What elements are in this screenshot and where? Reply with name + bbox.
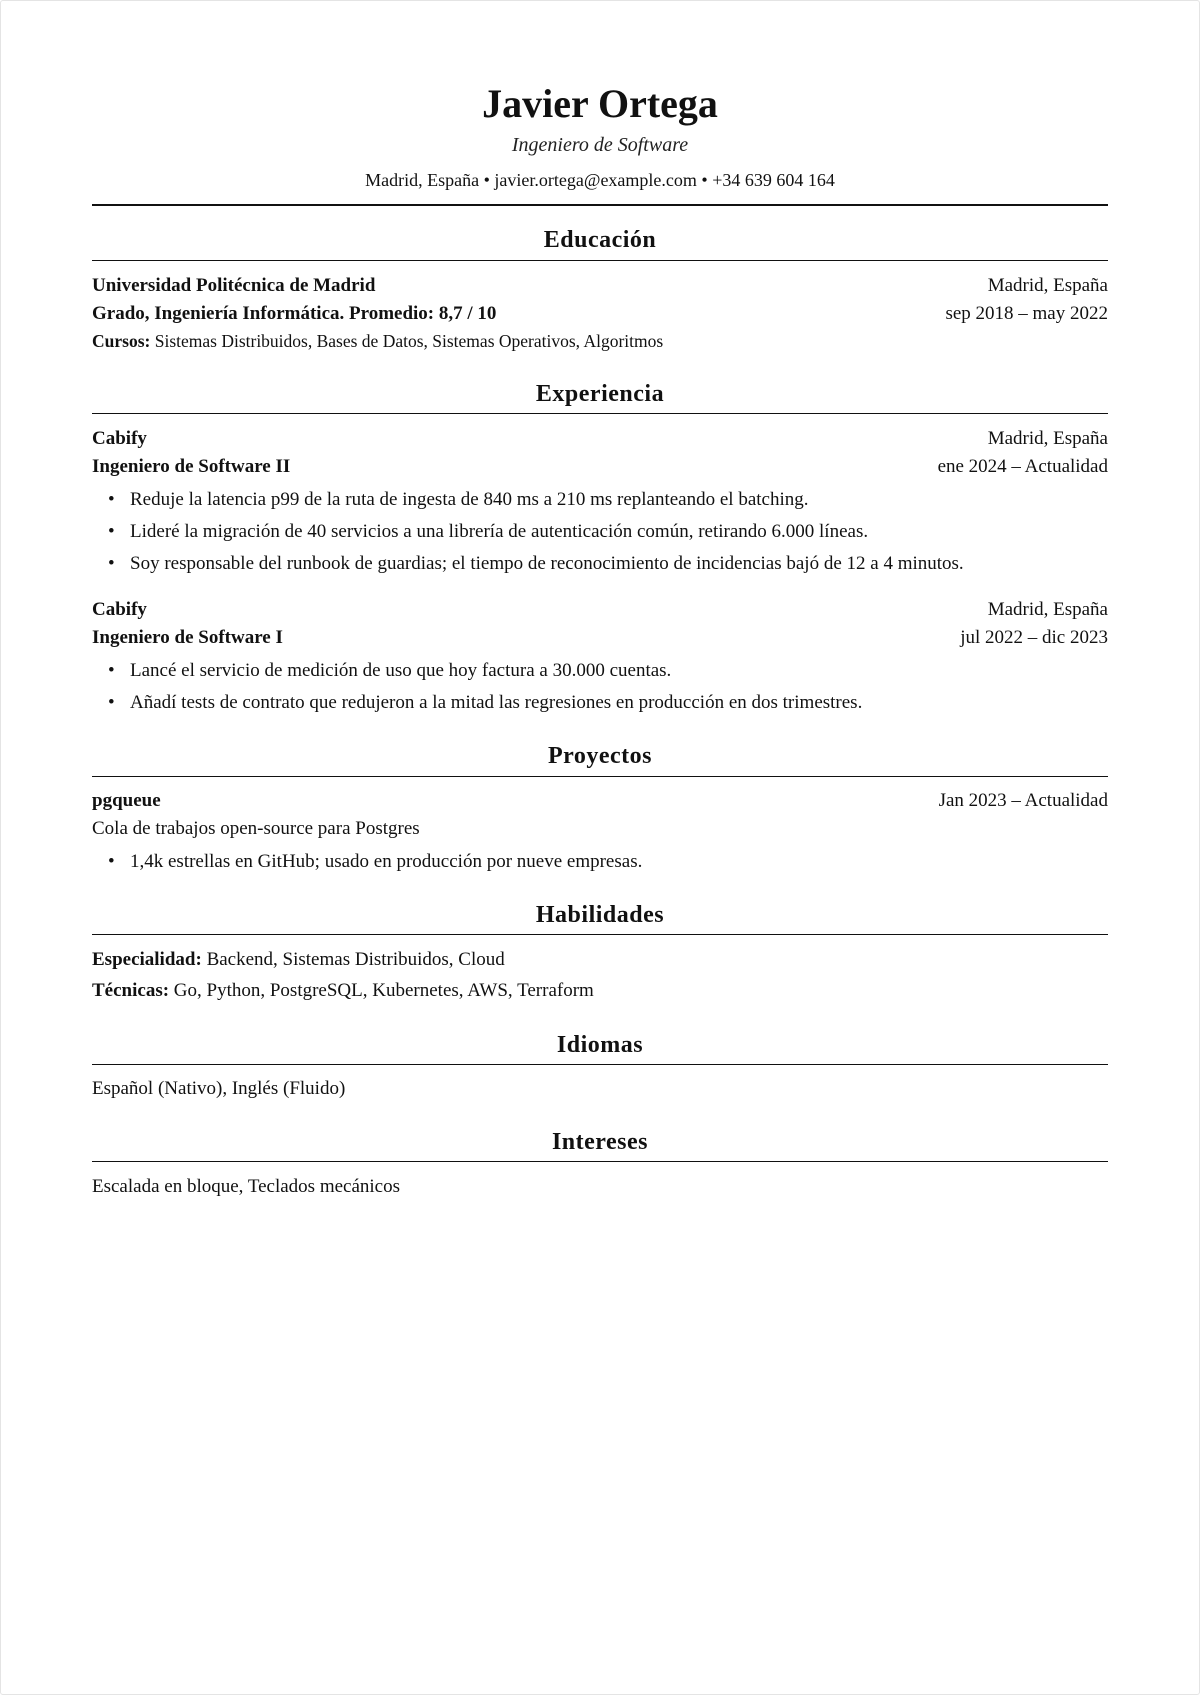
project-1-row xyxy=(92,787,1108,815)
job-1-role-row xyxy=(92,453,1108,481)
list-item: • 1,4k estrellas en GitHub; usado en producción por nueve empresas. xyxy=(108,846,1108,878)
job-1-bullets xyxy=(108,484,1108,580)
skills-technical-label: Técnicas: xyxy=(92,980,170,1001)
resume-subtitle: Ingeniero de Software xyxy=(511,134,689,156)
education-dates: sep 2018 – may 2022 xyxy=(945,303,1108,324)
project-1-name: pgqueue xyxy=(92,790,161,811)
section-divider-experience xyxy=(92,413,1108,414)
skills-specialty-label: Especialidad: xyxy=(92,949,202,970)
section-divider-interests xyxy=(92,1161,1108,1162)
job-1-company-row xyxy=(92,425,1108,453)
education-location: Madrid, España xyxy=(987,275,1108,296)
project-1-description: Cola de trabajos open-source para Postgres xyxy=(92,818,420,839)
education-courses-label: Cursos: xyxy=(92,331,151,351)
project-1-bullets xyxy=(108,846,1108,878)
education-school: Universidad Politécnica de Madrid xyxy=(92,275,376,296)
education-courses: Sistemas Distribuidos, Bases de Datos, Sistemas Operativos, Algoritmos xyxy=(154,331,664,351)
job-2-dates: jul 2022 – dic 2023 xyxy=(960,627,1108,648)
education-courses-row xyxy=(92,327,1108,355)
section-divider-languages xyxy=(92,1064,1108,1065)
list-item: • Reduje la latencia p99 de la ruta de ingesta de 840 ms a 210 ms replanteando el batching. xyxy=(108,484,1108,516)
section-title-experience: Experiencia xyxy=(535,381,665,407)
job-1-dates: ene 2024 – Actualidad xyxy=(937,456,1108,477)
skills-specialty: Backend, Sistemas Distribuidos, Cloud xyxy=(206,949,505,970)
section-title-interests: Intereses xyxy=(551,1129,649,1155)
job-2-company: Cabify xyxy=(92,599,147,620)
job-2-location: Madrid, España xyxy=(987,599,1108,620)
section-title-education: Educación xyxy=(543,227,657,253)
job-1-location: Madrid, España xyxy=(987,428,1108,449)
skills-technical: Go, Python, PostgreSQL, Kubernetes, AWS, Terraform xyxy=(173,980,594,1001)
section-divider-projects xyxy=(92,776,1108,777)
section-title-languages: Idiomas xyxy=(556,1032,644,1058)
list-item: • Lancé el servicio de medición de uso que hoy factura a 30.000 cuentas. xyxy=(108,655,1108,687)
list-item: • Lideré la migración de 40 servicios a una librería de autenticación común, retirando 6.000 líneas. xyxy=(108,516,1108,548)
job-1-role: Ingeniero de Software II xyxy=(92,456,291,477)
education-school-row xyxy=(92,272,1108,300)
section-divider-skills xyxy=(92,934,1108,935)
skills-specialty-row xyxy=(92,946,1108,974)
section-title-skills: Habilidades xyxy=(535,902,665,928)
list-item: • Soy responsable del runbook de guardias; el tiempo de reconocimiento de incidencias bajó de 12 a 4 minutos. xyxy=(108,548,1108,580)
project-1-dates: Jan 2023 – Actualidad xyxy=(938,790,1108,811)
interests-text: Escalada en bloque, Teclados mecánicos xyxy=(92,1176,400,1197)
job-2-bullets xyxy=(108,655,1108,719)
job-2-role-row xyxy=(92,624,1108,652)
section-title-projects: Proyectos xyxy=(547,743,652,769)
section-divider-education xyxy=(92,260,1108,261)
skills-technical-row xyxy=(92,977,1108,1005)
job-2-role: Ingeniero de Software I xyxy=(92,627,283,648)
job-2-company-row xyxy=(92,596,1108,624)
contact-line: Madrid, España • javier.ortega@example.com • +34 639 604 164 xyxy=(365,170,835,190)
languages-text: Español (Nativo), Inglés (Fluido) xyxy=(92,1078,346,1099)
job-1-company: Cabify xyxy=(92,428,147,449)
education-degree: Grado, Ingeniería Informática. Promedio: 8,7 / 10 xyxy=(92,303,497,324)
resume-name: Javier Ortega xyxy=(482,81,718,126)
list-item: • Añadí tests de contrato que redujeron a la mitad las regresiones en producción en dos trimestres. xyxy=(108,687,1108,719)
education-degree-row xyxy=(92,300,1108,328)
header-divider xyxy=(92,204,1108,206)
